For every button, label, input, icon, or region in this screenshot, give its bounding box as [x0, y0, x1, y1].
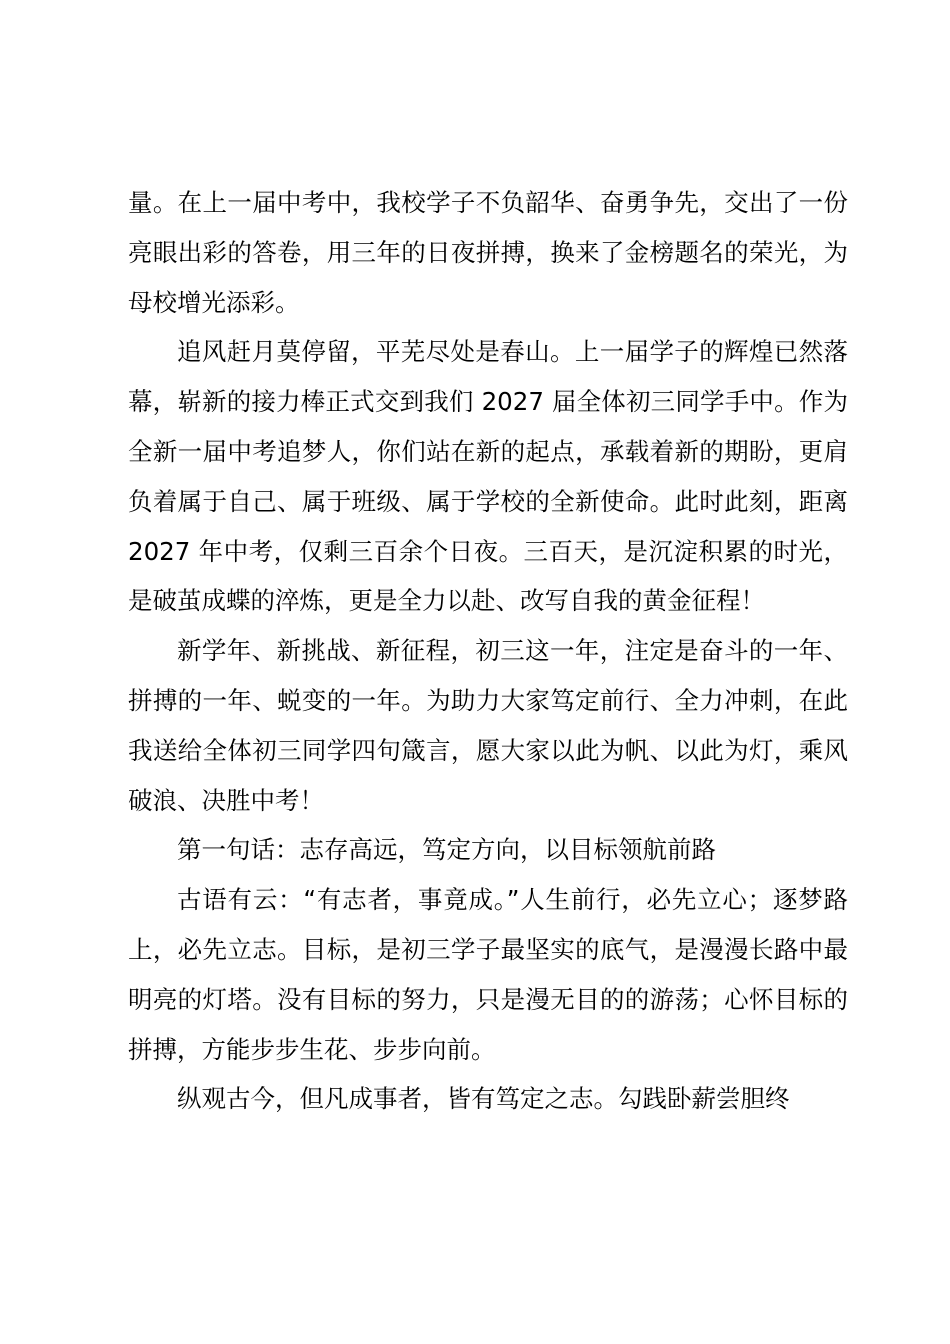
section-heading: 第一句话：志存高远，笃定方向，以目标领航前路 — [177, 835, 716, 865]
paragraph: 纵观古今，但凡成事者，皆有笃定之志。勾践卧薪尝胆终 — [177, 1084, 790, 1114]
paragraph: 追风赶月莫停留，平芜尽处是春山。上一届学子的辉煌已然落幕，崭新的接力棒正式交到我们 2027 届全体初三同学手中。作为全新一届中考追梦人，你们站在新的起点，承载着新的期盼，更肩负着属于自己、属于班级、属于学校的全新使命。此时此刻，距离 2027 年中考，仅剩三百余个日夜。三百天，是沉淀积累的时光，是破茧成蝶的淬炼，更是全力以赴、改写自我的黄金征程！ — [128, 337, 848, 616]
paragraph-continuation: 量。在上一届中考中，我校学子不负韶华、奋勇争先，交出了一份亮眼出彩的答卷，用三年的日夜拼搏，换来了金榜题名的荣光，为母校增光添彩。 — [128, 188, 848, 317]
paragraph: 古语有云：“有志者，事竟成。”人生前行，必先立心；逐梦路上，必先立志。目标，是初三学子最坚实的底气，是漫漫长路中最明亮的灯塔。没有目标的努力，只是漫无目的的游荡；心怀目标的拼搏，方能步步生花、步步向前。 — [128, 885, 848, 1064]
paragraph: 新学年、新挑战、新征程，初三这一年，注定是奋斗的一年、拼搏的一年、蜕变的一年。为助力大家笃定前行、全力冲刺，在此我送给全体初三同学四句箴言，愿大家以此为帆、以此为灯，乘风破浪、决胜中考！ — [128, 636, 848, 815]
document-body — [128, 178, 848, 1124]
